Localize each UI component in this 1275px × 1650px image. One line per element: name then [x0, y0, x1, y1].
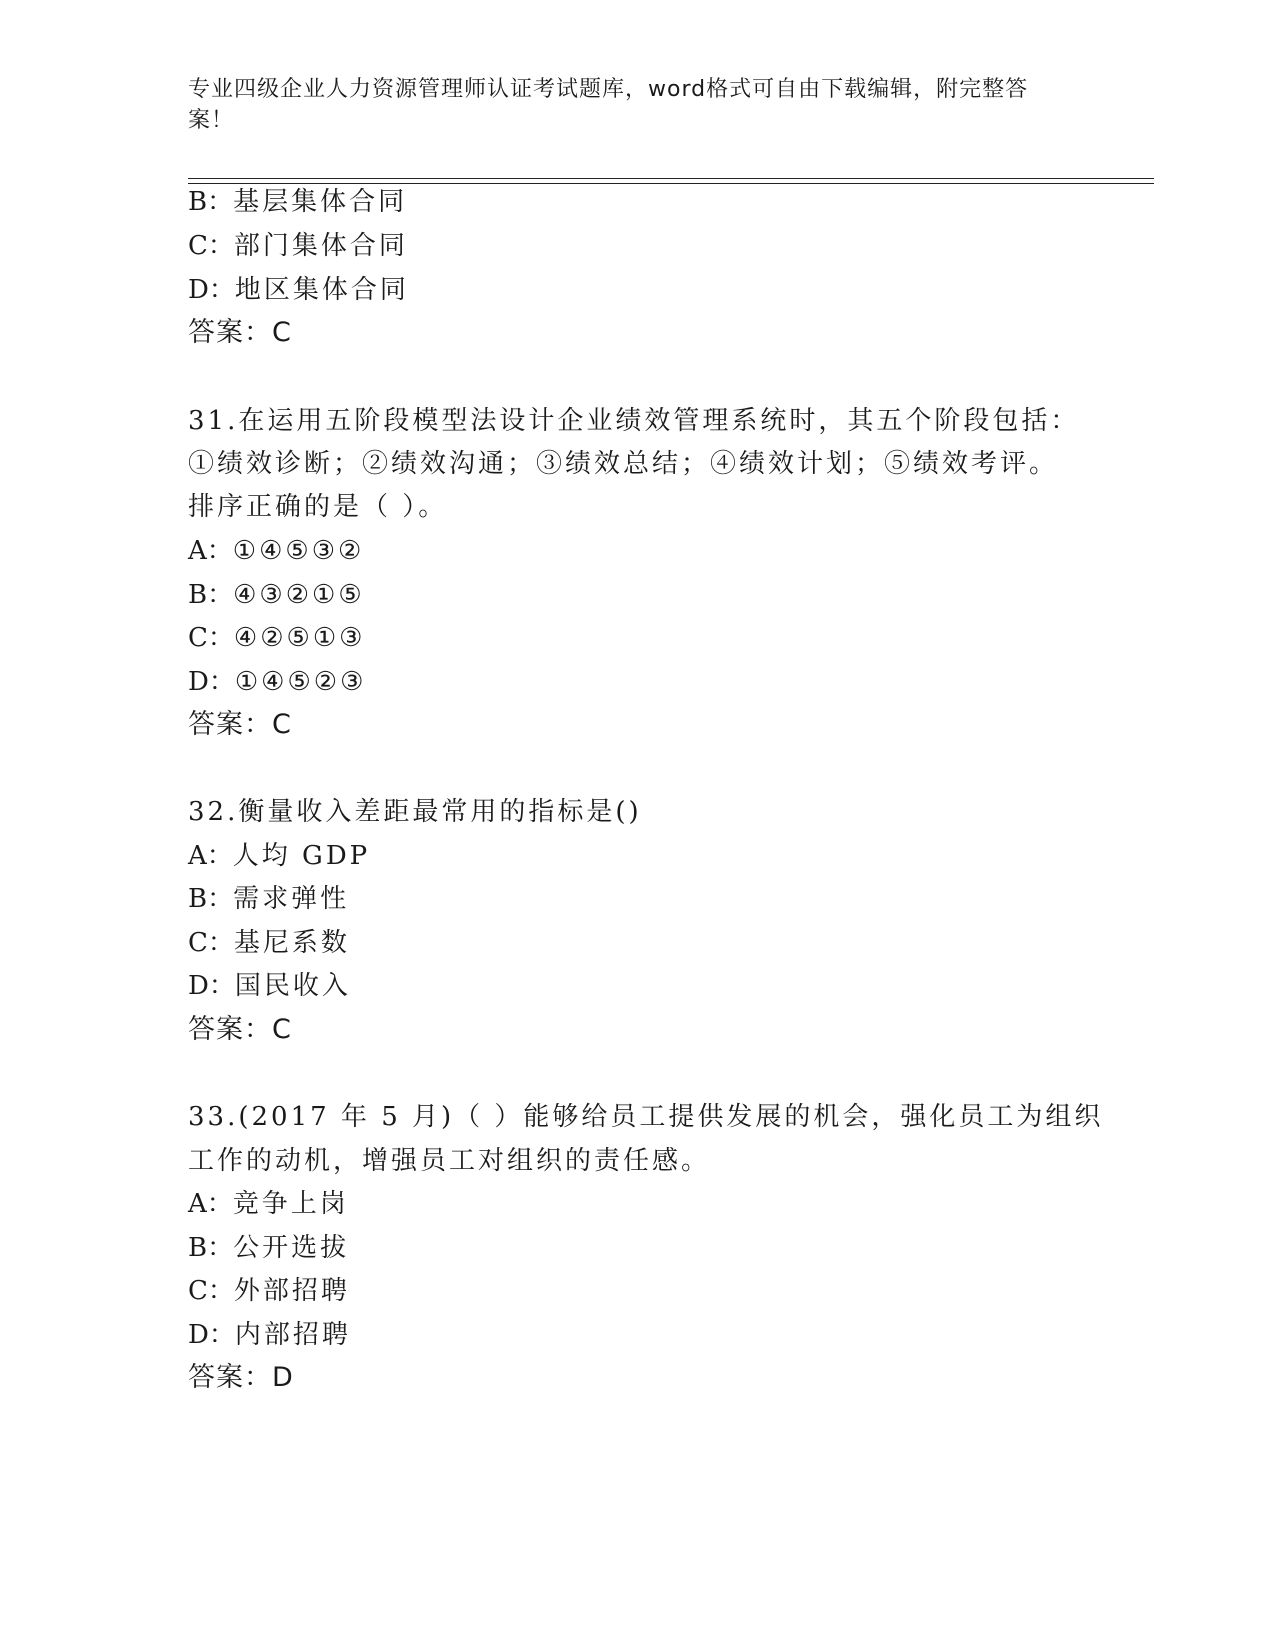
question-stem: 32.衡量收入差距最常用的指标是(): [188, 797, 642, 827]
header-rule-bottom: [188, 183, 1154, 184]
option-a: A：人均 GDP: [188, 841, 371, 871]
option-c: C：④②⑤①③: [188, 623, 366, 653]
option-d: D：国民收入: [188, 971, 351, 1001]
question-stem: 31.在运用五阶段模型法设计企业绩效管理系统时，其五个阶段包括：: [188, 406, 1080, 436]
question-stem: ①绩效诊断；②绩效沟通；③绩效总结；④绩效计划；⑤绩效考评。: [188, 449, 1059, 479]
option-c: C：部门集体合同: [188, 231, 408, 261]
answer-line: 答案：C: [188, 317, 292, 348]
option-d: D：①④⑤②③: [188, 667, 367, 697]
option-a: A：竞争上岗: [188, 1189, 349, 1219]
answer-line: 答案：D: [188, 1362, 294, 1393]
answer-line: 答案：C: [188, 1014, 292, 1045]
option-b: B：基层集体合同: [188, 187, 408, 217]
option-c: C：基尼系数: [188, 928, 350, 958]
question-stem: 33.(2017 年 5 月)（ ）能够给员工提供发展的机会，强化员工为组织: [188, 1102, 1104, 1132]
option-b: B：需求弹性: [188, 884, 350, 914]
option-a: A：①④⑤③②: [188, 536, 365, 566]
option-b: B：④③②①⑤: [188, 580, 365, 610]
answer-line: 答案：C: [188, 709, 292, 740]
header-rule-top: [188, 178, 1154, 179]
option-d: D：地区集体合同: [188, 275, 409, 305]
question-stem: 工作的动机，增强员工对组织的责任感。: [188, 1146, 711, 1176]
option-c: C：外部招聘: [188, 1276, 350, 1306]
question-stem: 排序正确的是（ ）。: [188, 492, 448, 522]
option-b: B：公开选拔: [188, 1233, 350, 1263]
page-header: 专业四级企业人力资源管理师认证考试题库，word格式可自由下载编辑，附完整答案！: [188, 77, 1029, 133]
option-d: D：内部招聘: [188, 1320, 351, 1350]
